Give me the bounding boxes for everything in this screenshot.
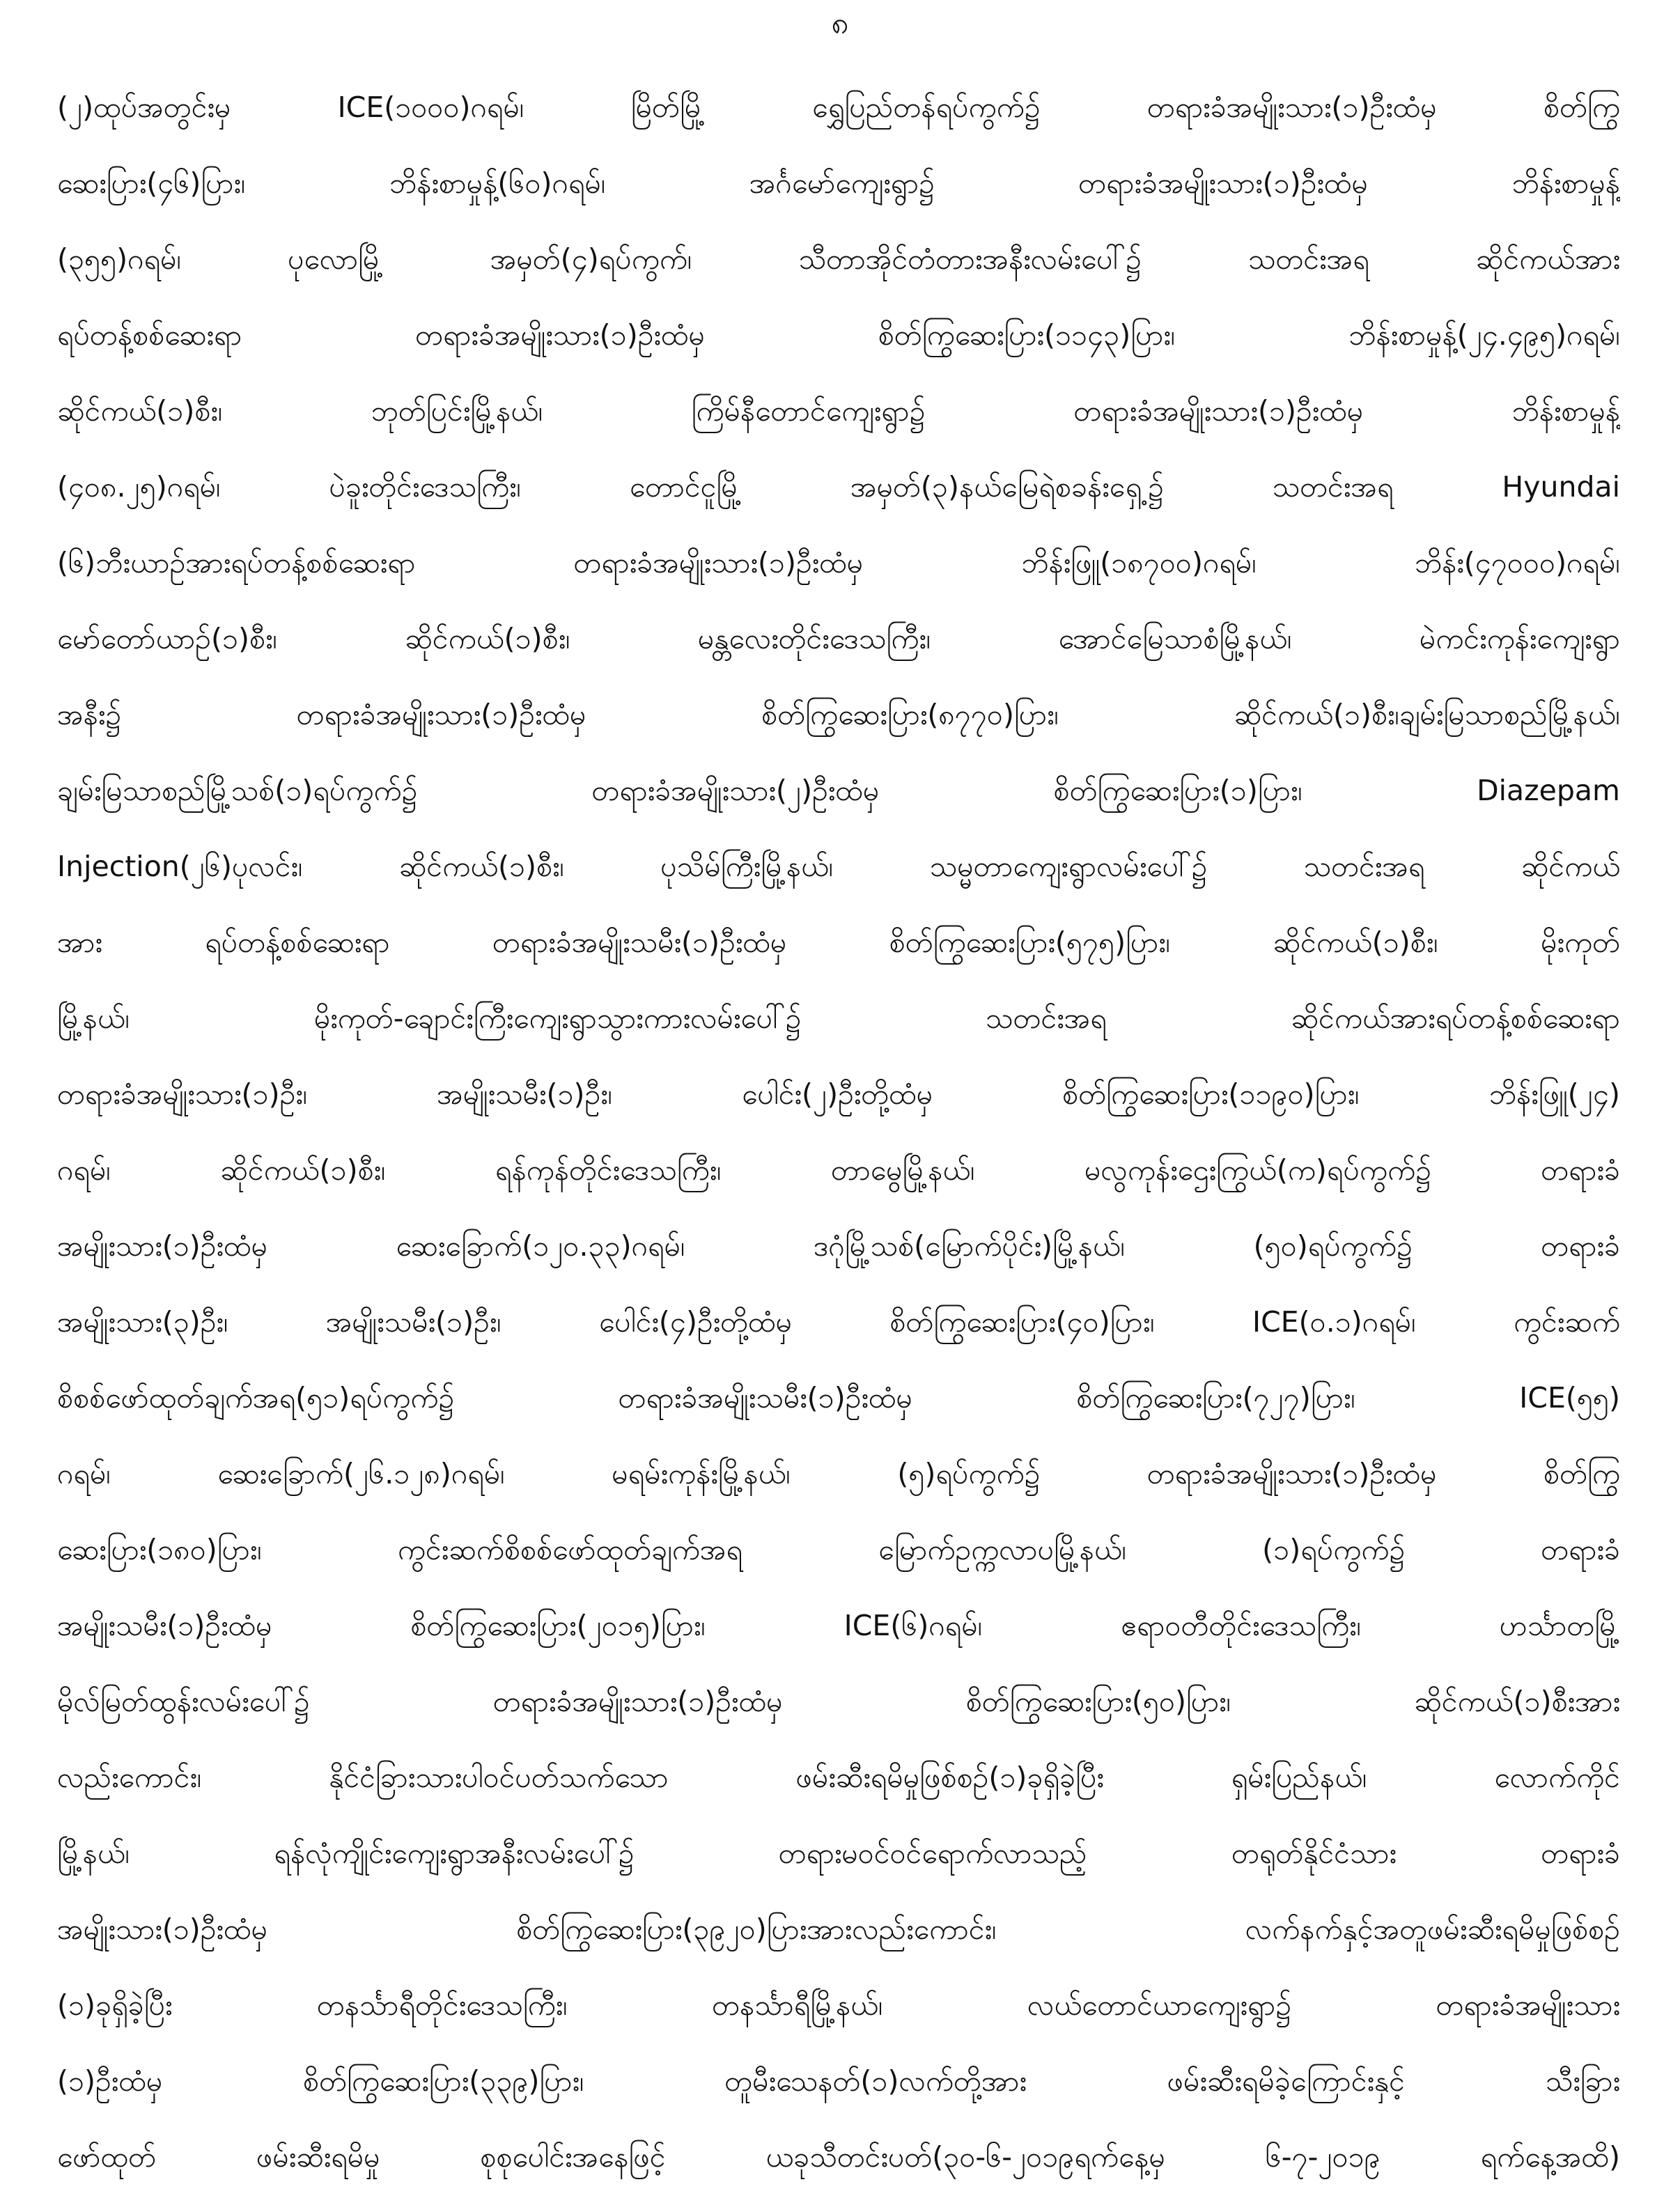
text-line: ရပ်တန့်စစ်ဆေးရာ တရားခံအမျိုးသား(၁)ဦးထံမှ စိတ်ကြွဆေးပြား(၁၁၄၃)ပြား၊ ဘိန်းစာမှုန့်(၂၄.၄၉၅)ဂရမ်၊ — [57, 318, 1620, 352]
text-line: လည်းကောင်း၊ နိုင်ငံခြားသားပါဝင်ပတ်သက်သော ဖမ်းဆီးရမိမှုဖြစ်စဉ်(၁)ခုရှိခဲ့ပြီး ရှမ်းပြည်နယ်၊ လောက်ကိုင် — [57, 1761, 1620, 1794]
text-line: ဂရမ်၊ ဆိုင်ကယ်(၁)စီး၊ ရန်ကုန်တိုင်းဒေသကြီး၊ တာမွေမြို့နယ်၊ မလွကုန်းဌေးကြွယ်(က)ရပ်ကွက်၌ တရားခံ — [57, 1153, 1620, 1187]
text-line: အနီး၌ တရားခံအမျိုးသား(၁)ဦးထံမှ စိတ်ကြွဆေးပြား(၈၇၇၀)ပြား၊ ဆိုင်ကယ်(၁)စီး၊ချမ်းမြသာစည်မြို့နယ်၊ — [57, 698, 1620, 731]
page-number: ၈ — [831, 6, 849, 41]
text-line: (၄၀၈.၂၅)ဂရမ်၊ ပဲခူးတိုင်းဒေသကြီး၊ တောင်ငူမြို့ အမှတ်(၃)နယ်မြေရဲစခန်းရှေ့၌ သတင်းအရ Hyundai — [57, 470, 1620, 504]
text-line: တရားခံအမျိုးသား(၁)ဦး၊ အမျိုးသမီး(၁)ဦး၊ ပေါင်း(၂)ဦးတို့ထံမှ စိတ်ကြွဆေးပြား(၁၁၉၀)ပြား၊ ဘိန်းဖြူ(၂၄) — [57, 1077, 1620, 1111]
text-line: မိုလ်မြတ်ထွန်းလမ်းပေါ်၌ တရားခံအမျိုးသား(၁)ဦးထံမှ စိတ်ကြွဆေးပြား(၅၀)ပြား၊ ဆိုင်ကယ်(၁)စီးအား — [57, 1685, 1620, 1718]
text-line: ဆေးပြား(၄၆)ပြား၊ ဘိန်းစာမှုန့်(၆၀)ဂရမ်၊ အင်္ဂမော်ကျေးရွာ၌ တရားခံအမျိုးသား(၁)ဦးထံမှ ဘိန်းစာမှုန့် — [57, 166, 1620, 200]
text-line: Injection(၂၆)ပုလင်း၊ ဆိုင်ကယ်(၁)စီး၊ ပုသိမ်ကြီးမြို့နယ်၊ သမ္မတာကျေးရွာလမ်းပေါ်၌ သတင်းအရ ဆိုင်ကယ် — [57, 850, 1620, 883]
text-line: (၁)ခုရှိခဲ့ပြီး တနင်္သာရီတိုင်းဒေသကြီး၊ တနင်္သာရီမြို့နယ်၊ လယ်တောင်ယာကျေးရွာ၌ တရားခံအမျိုးသား — [57, 1988, 1620, 2022]
text-line: မြို့နယ်၊ မိုးကုတ်-ချောင်းကြီးကျေးရွာသွားကားလမ်းပေါ်၌ သတင်းအရ ဆိုင်ကယ်အားရပ်တန့်စစ်ဆေးရာ — [57, 1002, 1620, 1035]
text-line: စိစစ်ဖော်ထုတ်ချက်အရ(၅၁)ရပ်ကွက်၌ တရားခံအမျိုးသမီး(၁)ဦးထံမှ စိတ်ကြွဆေးပြား(၇၂၇)ပြား၊ ICE(၅၅) — [57, 1381, 1620, 1415]
text-line: မြို့နယ်၊ ရန်လုံကျိုင်းကျေးရွာအနီးလမ်းပေါ်၌ တရားမဝင်ဝင်ရောက်လာသည့် တရုတ်နိုင်ငံသား တရားခံ — [57, 1837, 1620, 1870]
text-line: (၁)ဦးထံမှ စိတ်ကြွဆေးပြား(၃၃၉)ပြား၊ တူမီးသေနတ်(၁)လက်တို့အား ဖမ်းဆီးရမိခဲ့ကြောင်းနှင့် သီးခြား — [57, 2064, 1620, 2098]
document-body — [57, 70, 1620, 2195]
text-line: အမျိုးသား(၁)ဦးထံမှ စိတ်ကြွဆေးပြား(၃၉၂၀)ပြားအားလည်းကောင်း၊ လက်နက်နှင့်အတူဖမ်းဆီးရမိမှုဖြစ်စဉ် — [57, 1912, 1620, 1946]
text-line: အမျိုးသား(၁)ဦးထံမှ ဆေးခြောက်(၁၂၀.၃၃)ဂရမ်၊ ဒဂုံမြို့သစ်(မြောက်ပိုင်း)မြို့နယ်၊ (၅၀)ရပ်ကွက်၌ တရားခံ — [57, 1229, 1620, 1263]
text-line: (၂)ထုပ်အတွင်းမှ ICE(၁၀၀၀)ဂရမ်၊ မြိတ်မြို့ ရွှေပြည်တန်ရပ်ကွက်၌ တရားခံအမျိုးသား(၁)ဦးထံမှ စိတ်ကြွ — [57, 91, 1620, 124]
text-line: အမျိုးသား(၃)ဦး၊ အမျိုးသမီး(၁)ဦး၊ ပေါင်း(၄)ဦးတို့ထံမှ စိတ်ကြွဆေးပြား(၄၀)ပြား၊ ICE(၀.၁)ဂရမ်၊ ကွင်းဆက် — [57, 1305, 1620, 1339]
text-line: ဂရမ်၊ ဆေးခြောက်(၂၆.၁၂၈)ဂရမ်၊ မရမ်းကုန်းမြို့နယ်၊ (၅)ရပ်ကွက်၌ တရားခံအမျိုးသား(၁)ဦးထံမှ စိတ်ကြွ — [57, 1457, 1620, 1490]
text-line: (၃၅၅)ဂရမ်၊ ပုလောမြို့ အမှတ်(၄)ရပ်ကွက်၊ သီတာအိုင်တံတားအနီးလမ်းပေါ်၌ သတင်းအရ ဆိုင်ကယ်အား — [57, 242, 1620, 276]
text-line: အား ရပ်တန့်စစ်ဆေးရာ တရားခံအမျိုးသမီး(၁)ဦးထံမှ စိတ်ကြွဆေးပြား(၅၇၅)ပြား၊ ဆိုင်ကယ်(၁)စီး၊ မိုးကုတ် — [57, 926, 1620, 959]
text-line: (၆)ဘီးယာဉ်အားရပ်တန့်စစ်ဆေးရာ တရားခံအမျိုးသား(၁)ဦးထံမှ ဘိန်းဖြူ(၁၈၇၀၀)ဂရမ်၊ ဘိန်း(၄၇၀၀၀)ဂရမ်၊ — [57, 546, 1620, 579]
text-line: ဖော်ထုတ် ဖမ်းဆီးရမိမှု စုစုပေါင်းအနေဖြင့် ယခုသီတင်းပတ်(၃၀-၆-၂၀၁၉ရက်နေ့မှ ၆-၇-၂၀၁၉ ရက်နေ့အထိ) — [57, 2140, 1620, 2174]
text-line: ချမ်းမြသာစည်မြို့သစ်(၁)ရပ်ကွက်၌ တရားခံအမျိုးသား(၂)ဦးထံမှ စိတ်ကြွဆေးပြား(၁)ပြား၊ Diazepam — [57, 774, 1620, 807]
text-line: ဆေးပြား(၁၈၀)ပြား၊ ကွင်းဆက်စိစစ်ဖော်ထုတ်ချက်အရ မြောက်ဥက္ကလာပမြို့နယ်၊ (၁)ရပ်ကွက်၌ တရားခံ — [57, 1533, 1620, 1566]
text-line: အမျိုးသမီး(၁)ဦးထံမှ စိတ်ကြွဆေးပြား(၂၀၁၅)ပြား၊ ICE(၆)ဂရမ်၊ ဧရာဝတီတိုင်းဒေသကြီး၊ ဟင်္သာတမြို့ — [57, 1609, 1620, 1642]
text-line: ဆိုင်ကယ်(၁)စီး၊ ဘုတ်ပြင်းမြို့နယ်၊ ကြိမ်နီတောင်ကျေးရွာ၌ တရားခံအမျိုးသား(၁)ဦးထံမှ ဘိန်းစာမှုန့် — [57, 394, 1620, 428]
text-line: မော်တော်ယာဉ်(၁)စီး၊ ဆိုင်ကယ်(၁)စီး၊ မန္တလေးတိုင်းဒေသကြီး၊ အောင်မြေသာစံမြို့နယ်၊ မဲကင်းကုန်းကျေးရွာ — [57, 622, 1620, 655]
